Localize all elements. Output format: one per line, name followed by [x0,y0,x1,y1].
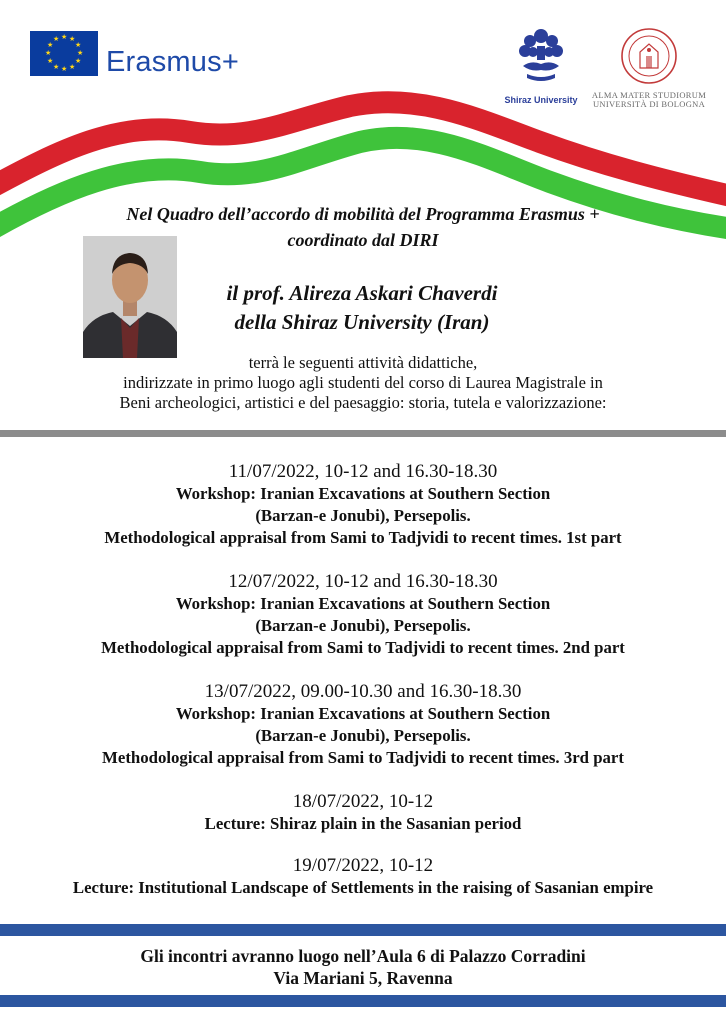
bologna-line-1: ALMA MATER STUDIORUM [591,90,707,100]
professor-portrait [83,236,177,358]
description-line-3: Beni archeologici, artistici e del paesaggio: storia, tutela e valorizzazione: [119,393,607,412]
event-item [0,681,726,769]
event-date: 19/07/2022, 10-12 [292,855,434,876]
professor-name-block [182,279,542,337]
event-title: Lecture: Shiraz plain in the Sasanian period [204,814,522,833]
professor-affiliation: della Shiraz University (Iran) [234,310,490,334]
event-title: Workshop: Iranian Excavations at Southern Section [175,594,551,613]
section-divider [0,430,726,437]
event-location: (Barzan-e Jonubi), Persepolis. [255,616,471,635]
event-location: (Barzan-e Jonubi), Persepolis. [255,506,471,525]
shiraz-university-label: Shiraz University [504,95,578,105]
bologna-seal-icon [618,26,680,86]
venue-text [0,945,726,989]
event-subtitle: Methodological appraisal from Sami to Tadjvidi to recent times. 2nd part [101,638,625,657]
event-title: Workshop: Iranian Excavations at Southern Section [175,704,551,723]
intro-line-2: coordinato dal DIRI [287,230,439,250]
event-subtitle: Methodological appraisal from Sami to Tadjvidi to recent times. 1st part [104,528,622,547]
event-title: Workshop: Iranian Excavations at Southern Section [175,484,551,503]
intro-line-1: Nel Quadro dell’accordo di mobilità del Programma Erasmus + [126,204,600,224]
event-title: Lecture: Institutional Landscape of Settlements in the raising of Sasanian empire [72,878,654,897]
event-item [0,855,726,899]
eu-flag-logo: ★ ★ ★ ★ ★ ★ ★ ★ ★ ★ ★ ★ [30,31,98,76]
event-date: 12/07/2022, 10-12 and 16.30-18.30 [228,571,498,592]
erasmus-plus-logo-text: Erasmus+ [106,46,239,78]
professor-name: il prof. Alireza Askari Chaverdi [226,281,498,305]
event-date: 11/07/2022, 10-12 and 16.30-18.30 [228,461,498,482]
event-location: (Barzan-e Jonubi), Persepolis. [255,726,471,745]
event-item [0,791,726,835]
description-line-1: terrà le seguenti attività didattiche, [248,353,478,372]
footer-top-bar [0,924,726,936]
description-text [0,353,726,413]
event-date: 13/07/2022, 09.00-10.30 and 16.30-18.30 [204,681,522,702]
event-subtitle: Methodological appraisal from Sami to Tadjvidi to recent times. 3rd part [102,748,624,767]
venue-line-1: Gli incontri avranno luogo nell’Aula 6 di Palazzo Corradini [140,946,586,966]
event-item [0,461,726,549]
bologna-line-2: UNIVERSITÀ DI BOLOGNA [592,99,706,109]
venue-address: Via Mariani 5, Ravenna [273,968,453,988]
footer-bottom-bar [0,995,726,1007]
shiraz-emblem-icon [511,26,571,88]
description-line-2: indirizzate in primo luogo agli studenti del corso di Laurea Magistrale in [123,373,603,392]
event-date: 18/07/2022, 10-12 [292,791,434,812]
event-item [0,571,726,659]
